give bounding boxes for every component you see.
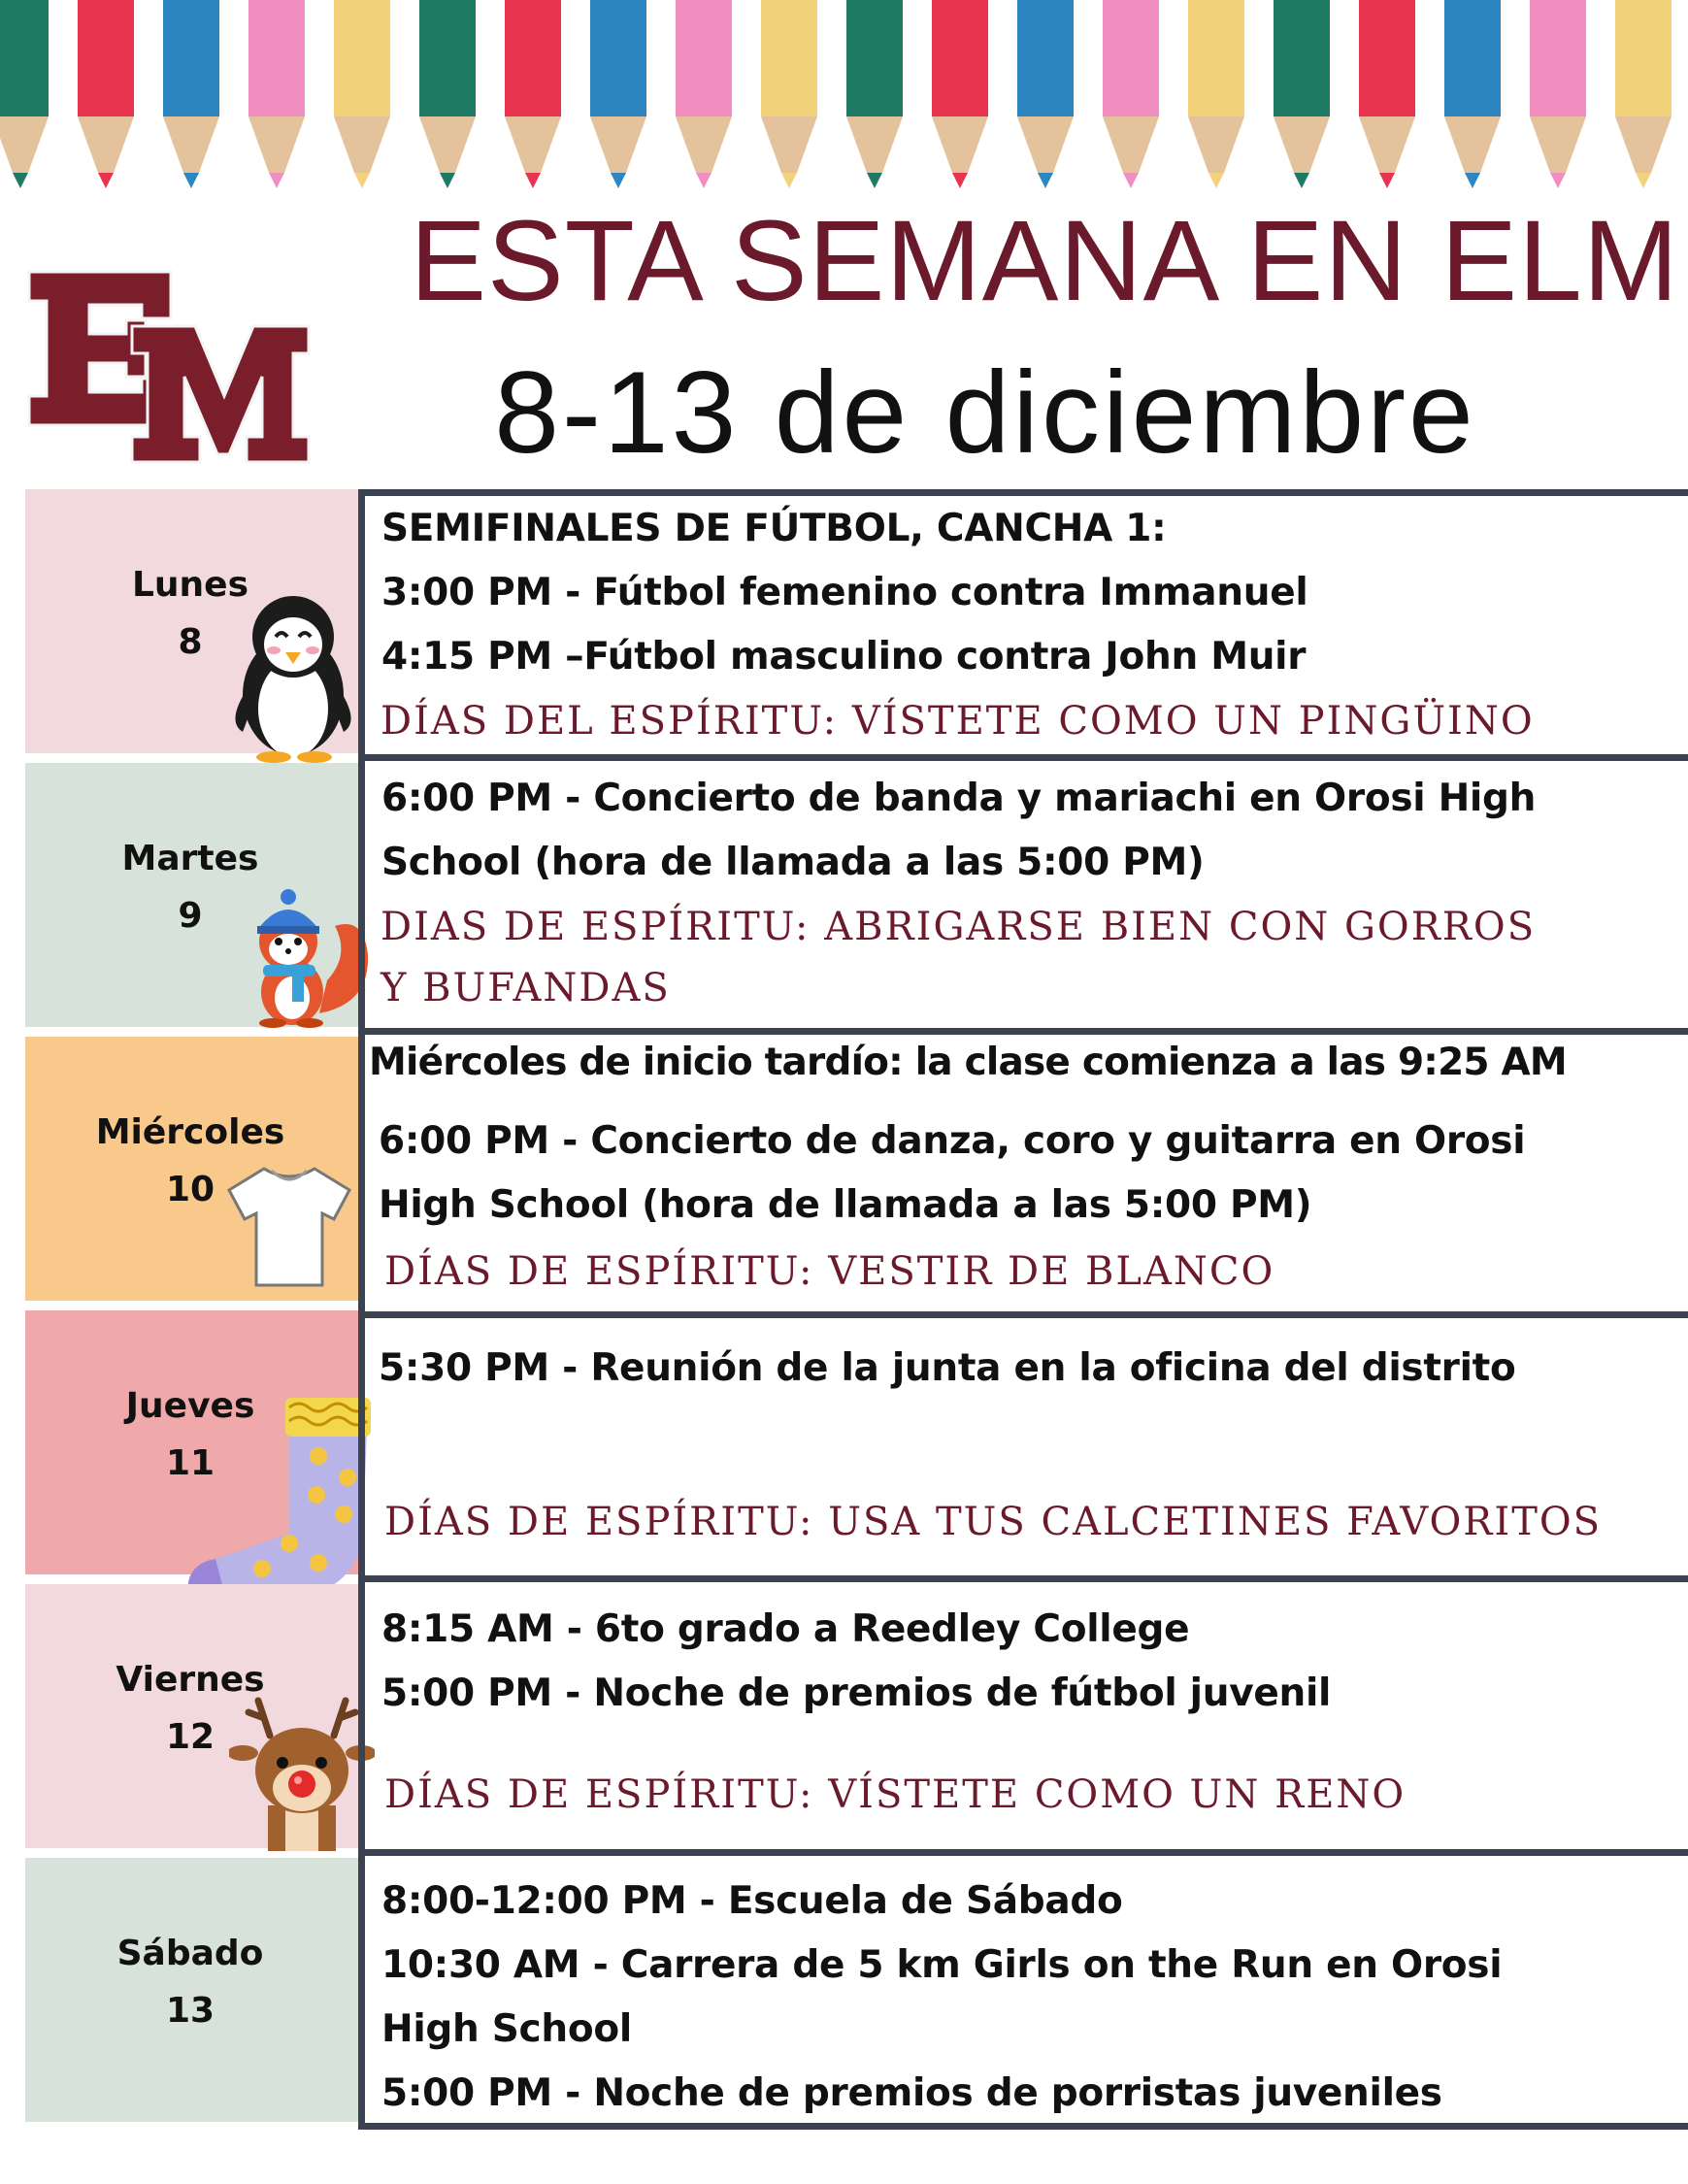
date-range: 8-13 de diciembre (494, 347, 1476, 478)
day-name: Lunes (131, 565, 249, 605)
spirit-day-text: DÍAS DE ESPÍRITU: VÍSTETE COMO UN RENO (384, 1772, 1407, 1817)
row-separator (358, 1028, 1688, 1035)
spirit-day-text: DIAS DE ESPÍRITU: ABRIGARSE BIEN CON GORROS (381, 905, 1537, 949)
day-cell-lunes (25, 489, 358, 753)
row-separator (358, 754, 1688, 761)
day-name: Miércoles (95, 1112, 285, 1152)
day-number: 12 (165, 1717, 215, 1757)
day-cell-sabado (25, 1858, 358, 2122)
pencil (761, 0, 817, 188)
event-line: 4:15 PM –Fútbol masculino contra John Muir (381, 635, 1307, 678)
day-number: 13 (165, 1991, 215, 2031)
pencil (1274, 0, 1330, 188)
event-line: 8:15 AM - 6to grado a Reedley College (381, 1607, 1190, 1651)
spirit-day-text: DÍAS DEL ESPÍRITU: VÍSTETE COMO UN PINGÜINO (381, 699, 1535, 744)
pencil (1188, 0, 1244, 188)
day-number: 8 (178, 622, 203, 662)
event-line: 5:30 PM - Reunión de la junta en la oficina del distrito (379, 1346, 1516, 1390)
day-name: Martes (121, 839, 259, 878)
pencil (248, 0, 305, 188)
event-line: 6:00 PM - Concierto de danza, coro y guitarra en Orosi (379, 1119, 1526, 1163)
day-cell-jueves (25, 1310, 358, 1574)
pencil (1530, 0, 1586, 188)
reindeer-icon (229, 1691, 375, 1851)
spirit-day-text: DÍAS DE ESPÍRITU: VESTIR DE BLANCO (384, 1249, 1275, 1294)
day-cell-viernes (25, 1584, 358, 1848)
event-line: 5:00 PM - Noche de premios de porristas juveniles (381, 2071, 1442, 2115)
spirit-day-text: Y BUFANDAS (381, 966, 671, 1010)
page-title: ESTA SEMANA EN ELM (410, 197, 1679, 325)
em-logo (25, 270, 312, 464)
event-line: 3:00 PM - Fútbol femenino contra Immanuel (381, 571, 1308, 614)
pencil (1444, 0, 1501, 188)
row-separator (358, 1575, 1688, 1582)
pencil (334, 0, 390, 188)
pencil (163, 0, 219, 188)
pencil (0, 0, 49, 188)
spirit-day-text: DÍAS DE ESPÍRITU: USA TUS CALCETINES FAVORITOS (384, 1500, 1603, 1544)
day-cell-martes (25, 763, 358, 1027)
pencil (505, 0, 561, 188)
squirrel-icon (234, 887, 370, 1028)
pencil (78, 0, 134, 188)
pencil (1359, 0, 1415, 188)
penguin-icon (225, 586, 361, 763)
row-separator (358, 489, 1688, 496)
event-line: School (hora de llamada a las 5:00 PM) (381, 841, 1205, 884)
day-number: 11 (165, 1443, 215, 1483)
event-line: 8:00-12:00 PM - Escuela de Sábado (381, 1879, 1123, 1923)
day-name: Viernes (116, 1660, 265, 1700)
pencil (1103, 0, 1159, 188)
pencil (676, 0, 732, 188)
pencil (932, 0, 988, 188)
row-separator (358, 2123, 1688, 2130)
pencil (1017, 0, 1074, 188)
day-number: 9 (178, 896, 203, 936)
event-line: High School (381, 2007, 632, 2051)
event-line: High School (hora de llamada a las 5:00 PM) (379, 1183, 1312, 1227)
pencil (1615, 0, 1671, 188)
pencil (846, 0, 903, 188)
pencils-banner (0, 0, 1688, 194)
event-line: Miércoles de inicio tardío: la clase comienza a las 9:25 AM (369, 1041, 1567, 1084)
day-number: 10 (165, 1170, 215, 1209)
tshirt-icon (225, 1163, 353, 1289)
day-cell-miercoles (25, 1037, 358, 1301)
day-name: Sábado (116, 1934, 264, 1973)
row-separator (358, 1311, 1688, 1318)
pencil (419, 0, 476, 188)
row-separator (358, 1849, 1688, 1856)
event-line: SEMIFINALES DE FÚTBOL, CANCHA 1: (381, 507, 1167, 550)
event-line: 5:00 PM - Noche de premios de fútbol juvenil (381, 1671, 1332, 1715)
pencil (590, 0, 646, 188)
event-line: 10:30 AM - Carrera de 5 km Girls on the Run en Orosi (381, 1943, 1503, 1987)
day-name: Jueves (125, 1386, 255, 1426)
event-line: 6:00 PM - Concierto de banda y mariachi en Orosi High (381, 777, 1537, 820)
